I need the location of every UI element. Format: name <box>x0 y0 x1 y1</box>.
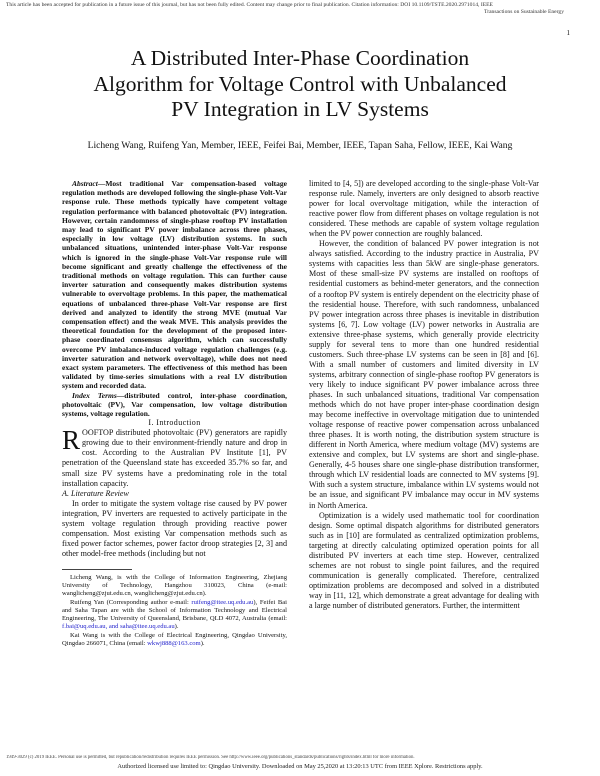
body-paragraph: limited to [4, 5]) are developed according to the single-phase Volt-Var response rule. Namely, inverters are only designed to absorb reactive power for local overvoltage mitigation, while the interaction of reactive power flow from different phases on voltage regulation is not considered. These methods are capable of system voltage regulation when the PV power connection are roughly balanced. <box>309 179 539 239</box>
drop-cap: R <box>62 425 81 456</box>
index-terms-label: Index Terms <box>72 390 117 400</box>
introduction-heading: I. Introduction <box>148 418 201 428</box>
title-line-3: PV Integration in LV Systems <box>171 97 429 121</box>
footnote-divider <box>62 569 132 570</box>
footnote-2: Ruifeng Yan (Corresponding author e-mail: ruifeng@itee.uq.edu.au), Feifei Bai and Saha Tapan are with the School of Information Technology and Electrical Engineering, The University of Queensland, Brisbane, QLD 4072, Australia (email: f.bai@uq.edu.au, and saha@itee.uq.edu.au). <box>62 598 287 630</box>
abstract-text: —Most traditional Var compensation-based voltage regulation methods are developed following the single-phase Volt-Var response rule. These methods typically have competent voltage regulation performance with balanced photovoltaic (PV) integration. However, certain randomness of single-phase rooftop PV installation may lead to significant PV power imbalance across three phases, especially in low voltage (LV) distribution systems. In such unbalanced situations, unintended inter-phase Volt-Var response which is ignored in the single-phase Volt-Var response rule will become significant and greatly challenge the effectiveness of the traditional methods on voltage regulation. This can further cause inverter saturation and consequently makes distribution systems vulnerable to overvoltage problems. In this paper, the mathematical equations of unbalanced three-phase Volt-Var response are first derived and analyzed to identify the strong MVE (mutual Var compensation effect) and the weak MVE. This analysis provides the theoretical foundation for the development of the proposed inter-phase coordinated consensus algorithm, which can successfully overcome PV imbalance-induced voltage regulation challenges (e.g. inverter saturation and network overvoltage), while does not need exact system parameters. The effectiveness of this method has been validated by time-series simulations with a real LV distribution system and recorded data. <box>62 179 287 391</box>
footnote-1: Licheng Wang, is with the College of Information Engineering, Zhejiang University of Technology, Hangzhou 310023, China (e-mail: wanglicheng@zjut.edu.cn, wanglicheng@zjut.edu.cn). <box>62 573 287 597</box>
introduction-paragraph <box>62 425 287 488</box>
title-line-2: Algorithm for Voltage Control with Unbalanced <box>93 71 507 96</box>
authorized-use-notice: Authorized licensed use limited to: Qingdao University. Downloaded on May 25,2020 at 13:20:13 UTC from IEEE Xplore. Restrictions apply. <box>117 763 483 770</box>
email-link[interactable]: f.bai@uq.edu.au, and saha@itee.uq.edu.au <box>62 622 175 630</box>
author-list: Licheng Wang, Ruifeng Yan, Member, IEEE, Feifei Bai, Member, IEEE, Tapan Saha, Fellow, IEEE, Kai Wang <box>87 140 513 151</box>
introduction-text: OOFTOP distributed photovoltaic (PV) generators are rapidly growing due to their environment-friendly nature and drop in cost. According to the Australian PV Institute [1], PV penetration of the Queensland state has exceeded 35.7% so far, and small size PV systems have a predominating role in the total installation capacity. <box>62 428 287 488</box>
acceptance-note: This article has been accepted for publication in a future issue of this journal, but has not been fully edited. Content may change prior to final publication. Citation information: DOI 10.1109/TSTE.2020.2971014, IEEE <box>6 2 493 8</box>
body-paragraph: Optimization is a widely used mathematic tool for coordination design. Some optimal dispatch algorithms for distributed generators such as in [10] are formulated as centralized optimization problems, targeting at directly calculating optimized operation points for all distributed PV inverters at each time step. However, centralized schemes are not robust to single point failures, and the required communication is generally complicated. Therefore, centralized optimization problems are decomposed and solved in a distributed way in [11, 12], which demonstrate a great advantage for dealing with a large number of distributed generators. Further, the intermittent <box>309 510 539 610</box>
literature-review-paragraph: In order to mitigate the system voltage rise caused by PV power integration, PV inverters are requested to actively participate in the system voltage regulation through providing reactive power compensation. Most existing Var compensation methods such as fixed power factor schemes, power factor droop strategies [2, 3] and other model-free methods (including but not <box>62 498 287 558</box>
email-link[interactable]: ruifeng@itee.uq.edu.au <box>191 598 254 606</box>
right-column <box>309 179 539 611</box>
abstract-label: Abstract <box>72 179 98 188</box>
title-line-1: A Distributed Inter-Phase Coordination <box>130 46 470 70</box>
running-header <box>6 2 594 16</box>
body-paragraph: However, the condition of balanced PV power integration is not always satisfied. According to the industry practice in Australia, PV systems with capacities less than 5kW are single-phase generators. Most of these small-size PV systems are installed on rooftops of residential customers as behind-meter generators, and the connection of a rooftop PV system is entirely dependent on the electricity phase of the residential house. Therefore, with such randomness, unbalanced PV power integration across three phases is inevitable in distribution systems [6, 7]. Low voltage (LV) power networks in Australia are extensive three-phase systems, which generally provide electricity supply for several tens to more than one hundred residential customers. Such three-phase LV systems can be seen in [8] and [6]. With a small number of customers and limited diversity in LV systems, arbitrary connection of single-phase rooftop PV generators is very likely to induce significant PV power imbalance across three phases. In such unbalanced situations, traditional Var compensation methods which do not have proper inter-phase coordination design may become ineffective in overvoltage mitigation due to unintended voltage response of reactive power compensation across unbalanced three phases. It is worth noting, the distribution system structure is different in North America, where medium voltage (MV) systems are extensive and complex, but LV systems are short and single-phase. Generally, 4-5 houses share one single-phase distribution transformer, through which LV residential loads are connected to MV systems [9]. With such a system structure, imbalance within LV systems would not be an issue, and significant PV imbalance may occur in MV systems in North America. <box>309 239 540 510</box>
journal-name: Transactions on Sustainable Energy <box>483 9 564 15</box>
index-terms-text: —distributed control, inter-phase coordination, photovoltaic (PV), Var compensation, low voltage distribution systems, voltage regulation. <box>62 390 287 419</box>
page-number: 1 <box>566 29 570 37</box>
index-terms <box>62 391 287 419</box>
email-link[interactable]: wkwj888@163.com <box>147 639 201 647</box>
footnotes <box>62 574 287 648</box>
abstract <box>62 179 287 391</box>
literature-review-heading: A. Literature Review <box>62 488 129 498</box>
copyright-notice: 1949-3029 (c) 2019 IEEE. Personal use is permitted, but republication/redistribution requires IEEE permission. See http://www.ieee.org/publications_standards/publications/rights/index.html for more information. <box>6 755 415 760</box>
left-column <box>62 179 287 649</box>
paper-title <box>40 46 560 123</box>
footnote-3: Kai Wang is with the College of Electrical Engineering, Qingdao University, Qingdao 266071, China (email: wkwj888@163.com). <box>62 631 287 647</box>
